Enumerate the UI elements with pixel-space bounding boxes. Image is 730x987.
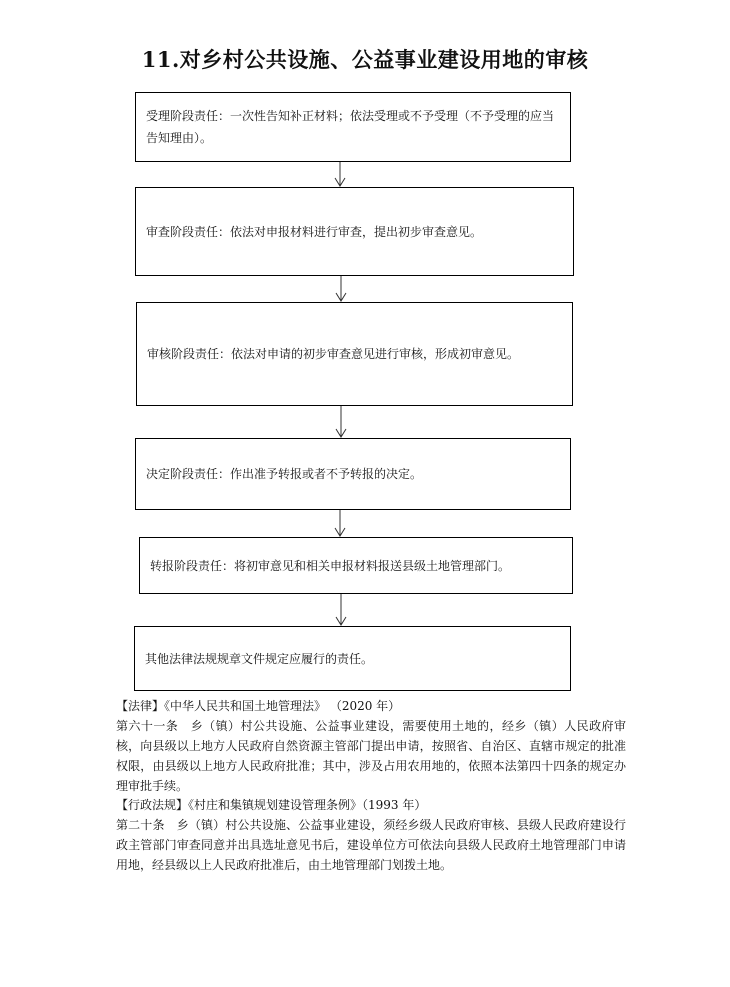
law-text: 第六十一条 乡（镇）村公共设施、公益事业建设，需要使用土地的，经乡（镇）人民政府审核，向县级以上地方人民政府自然资源主管部门提出申请，按照省、自治区、直辖市规定的批准权限，由县级以上地方人民政府批准；其中，涉及占用农用地的，依照本法第四十四条的规定办理审批手续。 [116,719,626,793]
step-text-audit: 审核阶段责任：依法对申请的初步审查意见进行审核，形成初审意见。 [147,347,520,361]
step-text-decision: 决定阶段责任：作出准予转报或者不予转报的决定。 [146,467,423,481]
regulation-text: 第二十条 乡（镇）村公共设施、公益事业建设，须经乡级人民政府审核、县级人民政府建设行政主管部门审查同意并出具选址意见书后，建设单位方可依法向县级人民政府土地管理部门申请用地，经县级以上人民政府批准后，由土地管理部门划拨土地。 [116,818,626,872]
step-text-forward: 转报阶段责任：将初审意见和相关申报材料报送县级土地管理部门。 [150,558,511,573]
arrow-5-icon [336,594,346,625]
step-text-acceptance: 受理阶段责任：一次性告知补正材料；依法受理或不予受理（不予受理的应当告知理由）。 [146,109,555,145]
step-text-review: 审查阶段责任：依法对申报材料进行审查，提出初步审查意见。 [146,224,483,239]
arrow-1-icon [335,162,345,186]
page-title: 11.对乡村公共设施、公益事业建设用地的审核 [141,47,589,72]
step-text-other: 其他法律法规规章文件规定应履行的责任。 [145,651,374,666]
arrow-2-icon [336,276,346,301]
arrow-4-icon [335,510,345,536]
regulation-heading: 【行政法规】《村庄和集镇规划建设管理条例》（1993 年） [116,798,427,812]
law-heading: 【法律】《中华人民共和国土地管理法》 （2020 年） [116,699,401,713]
arrow-3-icon [336,406,346,437]
